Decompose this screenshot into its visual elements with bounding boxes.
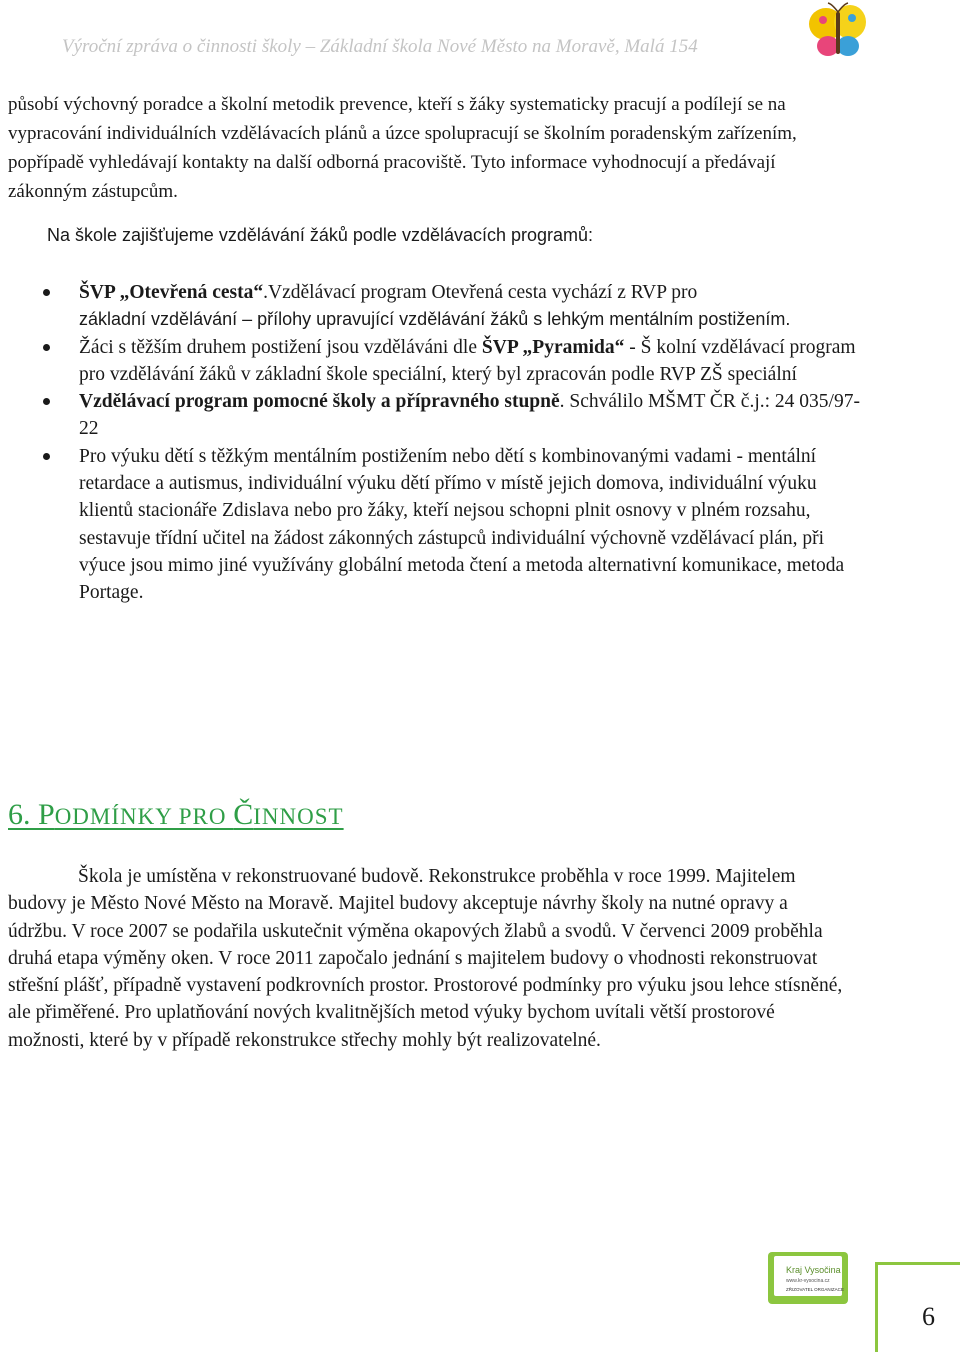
program-name: ŠVP „Otevřená cesta“ [79, 282, 264, 303]
list-item [0, 334, 860, 389]
program-description: - Š kolní vzdělávací program pro vzdělávání žáků v základní škole speciální, který byl zpracován podle RVP ZŠ speciální [79, 336, 856, 385]
programs-intro: Na škole zajišťujeme vzdělávání žáků podle vzdělávacích programů: [47, 225, 594, 245]
program-description-lead: Žáci s těžším druhem postižení jsou vzděláváni dle [79, 336, 482, 358]
section-title-capital: Č [233, 798, 254, 831]
section-title-part: INNOST [253, 804, 344, 829]
section-number: 6. P [8, 798, 55, 831]
bullet-icon [43, 289, 50, 296]
bullet-icon [43, 453, 50, 460]
list-item [0, 388, 860, 443]
list-item [0, 443, 860, 607]
logo-kraj-text: Kraj Vysočina [786, 1265, 841, 1275]
kraj-vysocina-logo [768, 1252, 848, 1304]
logo-url-text: www.kr-vysocina.cz [786, 1278, 830, 1284]
section-heading [8, 798, 344, 832]
paragraph-building: Škola je umístěna v rekonstruované budově. Rekonstrukce proběhla v roce 1999. Majitelem budovy je Město Nové Město na Moravě. Majitel budovy akceptuje návrhy školy na nutné opravy a údržbu. V roce 2007 se podařila uskutečnit výměna okapových žlabů a svodů. V červenci 2009 proběhla druhá etapa výměny oken. V roce 2011 započalo jednání s majitelem budovy o vhodnosti rekonstruovat střešní plášť, případně vystavení podkrovních prostor. Prostorové podmínky pro výuku jsou lehce stísněné, ale přiměřené. Pro uplatňování nových kvalitnějších metod výuky bychom uvítali větší prostorové možnosti, které by v případě rekonstrukce střechy mohly být realizovatelné. [8, 866, 843, 1051]
page-number-frame [875, 1262, 960, 1352]
page-number: 6 [922, 1302, 935, 1331]
program-description: . Schválilo MŠMT ČR č.j.: 24 035/97-22 [79, 391, 860, 440]
butterfly-icon [806, 2, 870, 60]
program-name: ŠVP „Pyramida“ [481, 336, 625, 358]
program-description: .Vzdělávací program Otevřená cesta vychází z RVP pro [263, 282, 698, 303]
programs-list [0, 279, 860, 607]
list-item [0, 279, 860, 334]
logo-zrizovatel-text: ZŘIZOVATEL ORGANIZACE [786, 1287, 844, 1292]
paragraph-counselling: působí výchovný poradce a školní metodik prevence, kteří s žáky systematicky pracují a podílejí se na vypracování individuálních vzdělávacích plánů a úzce spolupracují se školním poradenským zařízením, popřípadě vyhledávají kontakty na další odborná pracoviště. Tyto informace vyhodnocují a předávají zákonným zástupcům. [8, 94, 797, 202]
running-header: Výroční zpráva o činnosti školy – Základní škola Nové Město na Moravě, Malá 154 [62, 36, 698, 57]
program-name: Vzdělávací program pomocné školy a přípravného stupně [79, 391, 560, 413]
bullet-icon [43, 398, 50, 405]
section-title-part: ODMÍNKY PRO [54, 804, 234, 829]
program-description: Pro výuku dětí s těžkým mentálním postižením nebo dětí s kombinovanými vadami - mentální retardace a autismus, individuální výuku dětí přímo v místě jejich domova, individuální výuku klientů stacionáře Zdislava nebo pro žáky, kteří nejsou schopni plnit osnovy v plném rozsahu, sestavuje třídní učitel na žádost zákonných zástupců individuální výchovně vzdělávací plán, při výuce jsou mimo jiné využívány globální metoda čtení a metoda alternativní komunikace, metoda Portage. [79, 445, 845, 604]
bullet-icon [43, 344, 50, 351]
program-description-continued: základní vzdělávání – přílohy upravující vzdělávání žáků s lehkým mentálním postižením. [79, 309, 791, 330]
